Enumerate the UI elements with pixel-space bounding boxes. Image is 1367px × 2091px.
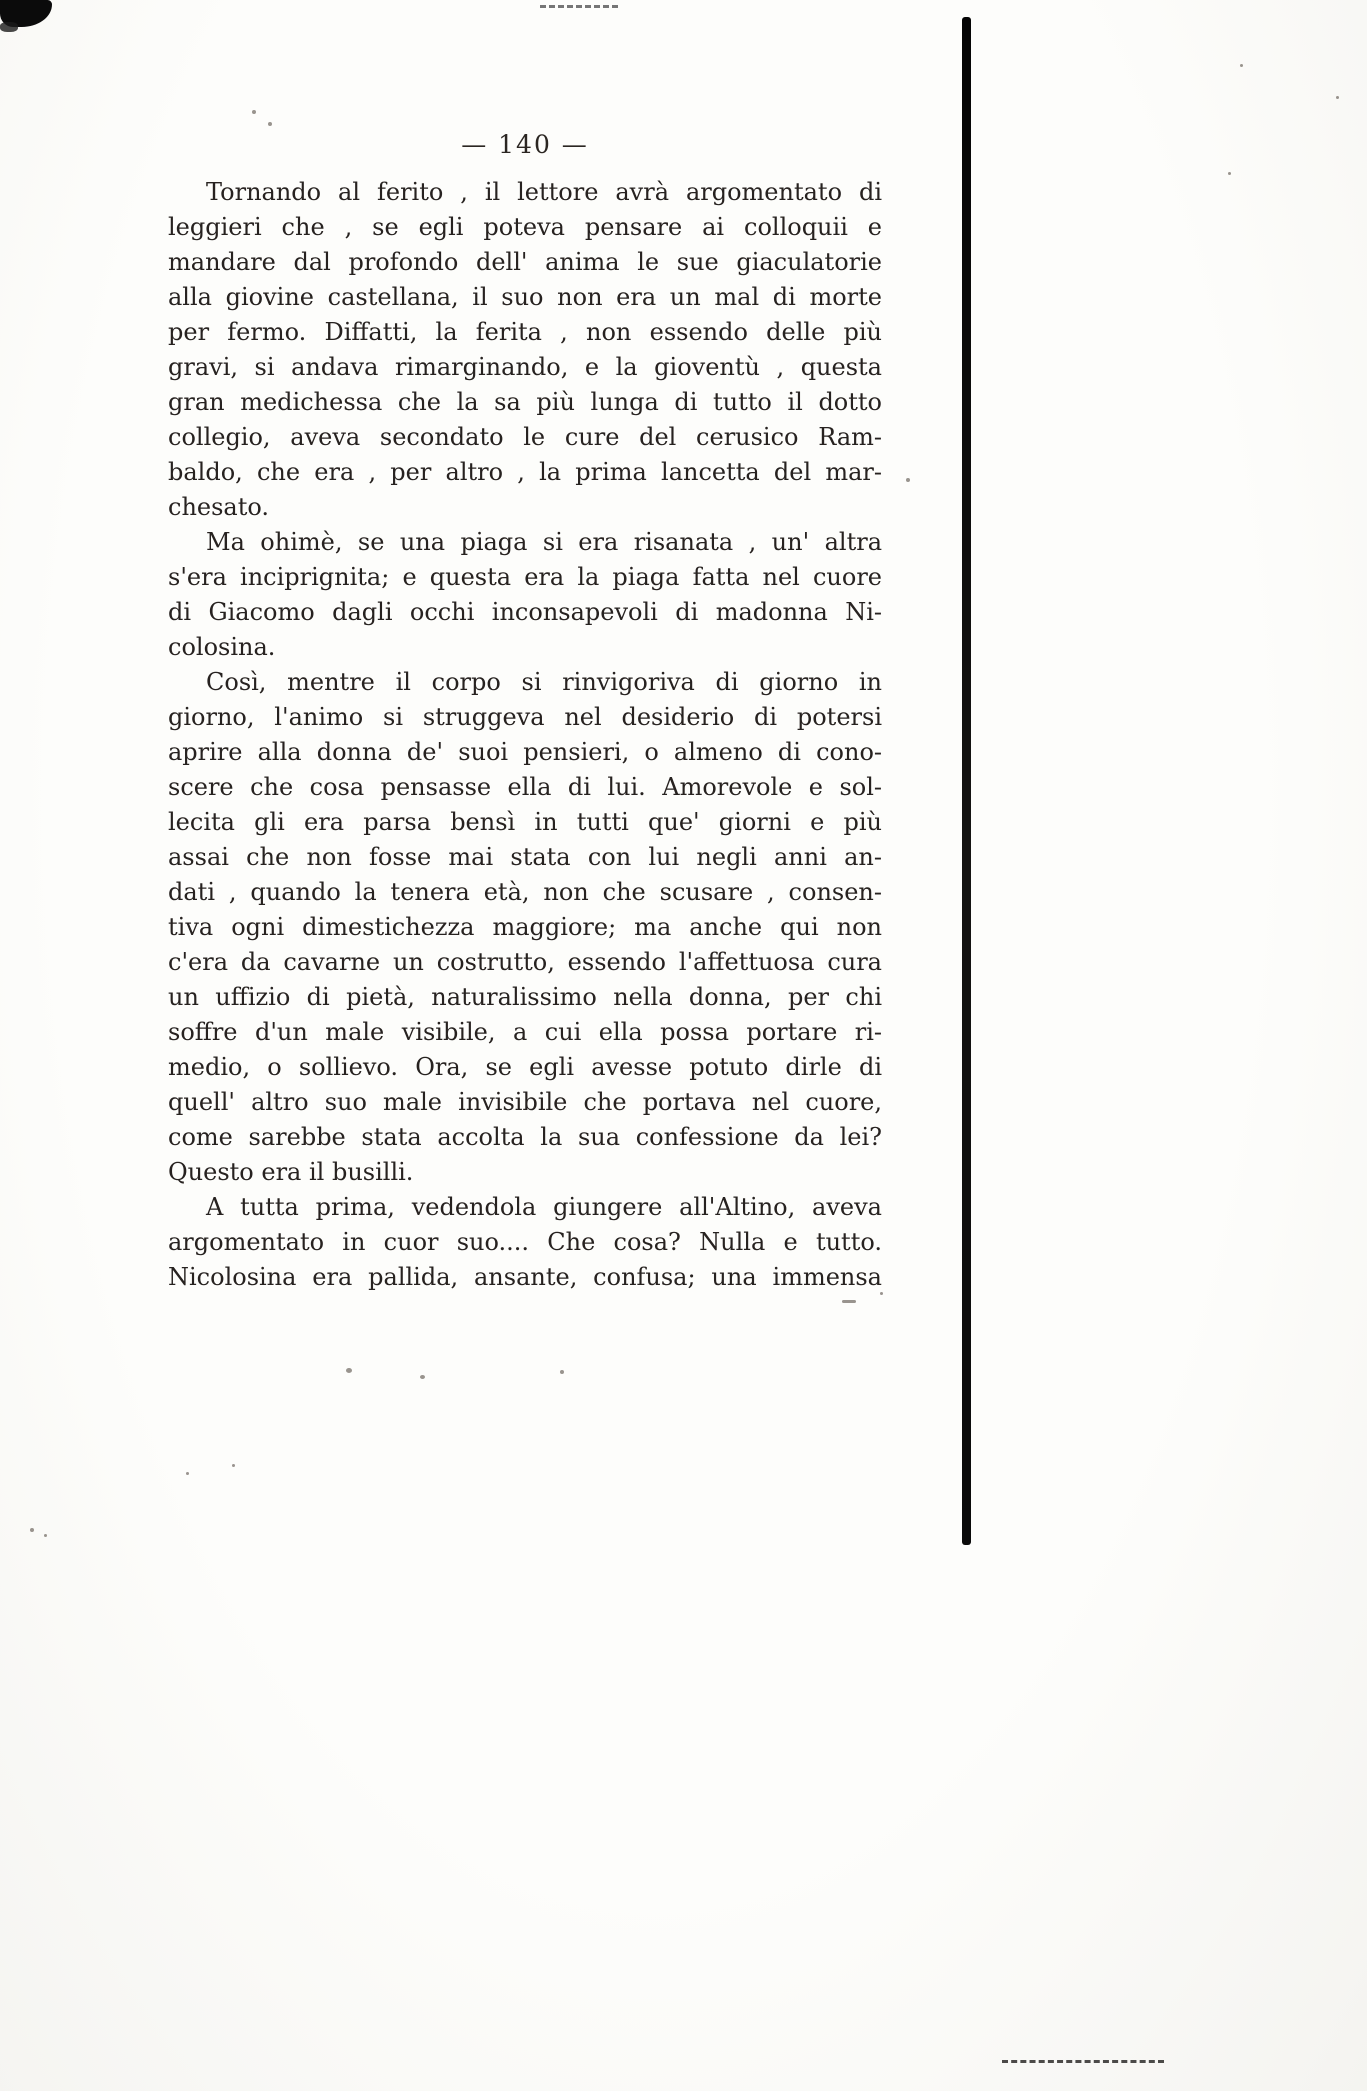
scan-speck	[1336, 96, 1339, 99]
scan-speck	[268, 122, 272, 126]
text-line: A tutta prima, vedendola giungere all'Altino, aveva	[206, 1193, 882, 1221]
scan-speck	[30, 1528, 34, 1532]
text-line: assai che non fosse mai stata con lui negli anni an-	[168, 843, 882, 871]
scan-speck	[560, 1370, 564, 1374]
text-line: collegio, aveva secondato le cure del cerusico Ram-	[168, 423, 882, 451]
text-line: dati , quando la tenera età, non che scusare , consen-	[168, 878, 882, 906]
binding-bar-right	[962, 17, 971, 1545]
text-line: tiva ogni dimestichezza maggiore; ma anche qui non	[168, 913, 882, 941]
scan-speck	[252, 110, 256, 114]
text-line: scere che cosa pensasse ella di lui. Amorevole e sol-	[168, 773, 882, 801]
text-line: s'era inciprignita; e questa era la piaga fatta nel cuore	[168, 563, 882, 591]
scan-speck	[186, 1472, 189, 1475]
text-line: Così, mentre il corpo si rinvigoriva di giorno in	[206, 668, 882, 696]
page-number: — 140 —	[461, 130, 589, 159]
scan-speck	[1228, 172, 1231, 175]
text-line: leggieri che , se egli poteva pensare ai colloquii e	[168, 213, 882, 241]
scan-dash-bottom-right	[1002, 2060, 1164, 2063]
text-line: lecita gli era parsa bensì in tutti que' giorni e più	[168, 808, 882, 836]
page-text	[168, 175, 882, 1295]
scan-speck	[842, 1300, 856, 1303]
text-line: gran medichessa che la sa più lunga di tutto il dotto	[168, 388, 882, 416]
text-line: Questo era il busilli.	[168, 1158, 414, 1186]
text-line: baldo, che era , per altro , la prima lancetta del mar-	[168, 458, 882, 486]
scan-speck	[420, 1375, 425, 1379]
text-line: di Giacomo dagli occhi inconsapevoli di madonna Ni-	[168, 598, 882, 626]
text-line: per fermo. Diffatti, la ferita , non essendo delle più	[168, 318, 882, 346]
scan-dash-top	[540, 5, 618, 8]
paragraph	[168, 1190, 882, 1295]
text-line: medio, o sollievo. Ora, se egli avesse potuto dirle di	[168, 1053, 882, 1081]
ink-blot-top-left	[0, 0, 52, 27]
scan-speck	[1240, 64, 1243, 67]
ink-blot-top-left-small	[0, 22, 18, 32]
text-line: Ma ohimè, se una piaga si era risanata , un' altra	[206, 528, 882, 556]
text-line: aprire alla donna de' suoi pensieri, o almeno di cono-	[168, 738, 882, 766]
text-line: un uffizio di pietà, naturalissimo nella donna, per chi	[168, 983, 882, 1011]
text-line: quell' altro suo male invisibile che portava nel cuore,	[168, 1088, 882, 1116]
text-line: chesato.	[168, 493, 270, 521]
text-line: soffre d'un male visibile, a cui ella possa portare ri-	[168, 1018, 882, 1046]
text-line: come sarebbe stata accolta la sua confessione da lei?	[168, 1123, 882, 1151]
scan-speck	[346, 1368, 352, 1373]
text-line: argomentato in cuor suo.... Che cosa? Nulla e tutto.	[168, 1228, 882, 1256]
text-line: mandare dal profondo dell' anima le sue giaculatorie	[168, 248, 882, 276]
text-line: Nicolosina era pallida, ansante, confusa; una immensa	[168, 1263, 882, 1291]
text-line: gravi, si andava rimarginando, e la gioventù , questa	[168, 353, 882, 381]
text-line: alla giovine castellana, il suo non era un mal di morte	[168, 283, 882, 311]
scan-speck	[44, 1534, 47, 1537]
scan-speck	[232, 1464, 235, 1467]
text-line: c'era da cavarne un costrutto, essendo l'affettuosa cura	[168, 948, 882, 976]
scan-speck	[906, 478, 910, 482]
text-line: giorno, l'animo si struggeva nel desiderio di potersi	[168, 703, 882, 731]
paragraph	[168, 525, 882, 665]
paragraph	[168, 175, 882, 525]
text-line: Tornando al ferito , il lettore avrà argomentato di	[206, 178, 882, 206]
paragraph	[168, 665, 882, 1190]
text-line: colosina.	[168, 633, 276, 661]
